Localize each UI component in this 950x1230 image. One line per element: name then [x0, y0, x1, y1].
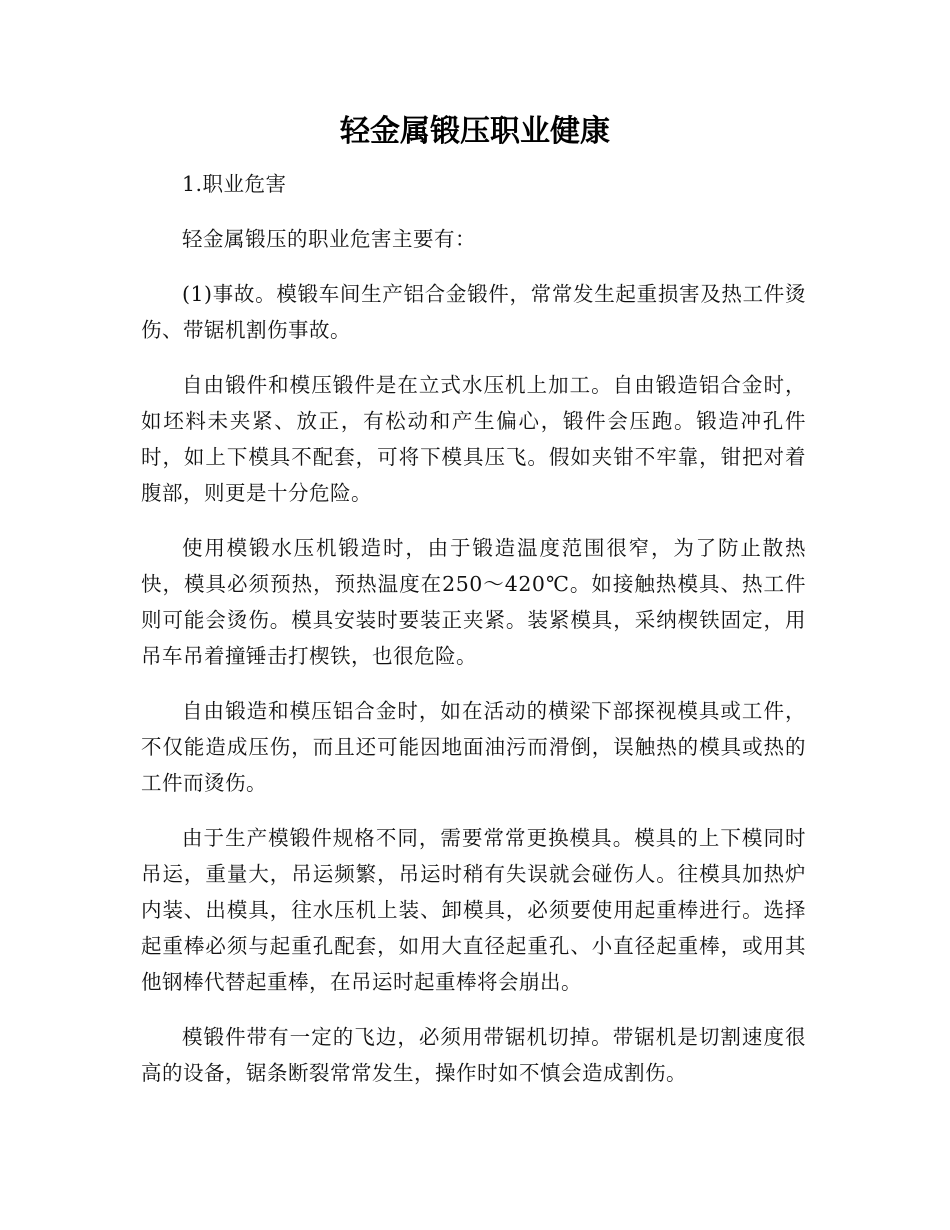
paragraph: 模锻件带有一定的飞边，必须用带锯机切掉。带锯机是切割速度很高的设备，锯条断裂常常发生，操作时如不慎会造成割伤。 [141, 1025, 806, 1085]
paragraph: 自由锻件和模压锻件是在立式水压机上加工。自由锻造铝合金时，如坯料未夹紧、放正，有松动和产生偏心，锻件会压跑。锻造冲孔件时，如上下模具不配套，可将下模具压飞。假如夹钳不牢靠，钳把对着腹部，则更是十分危险。 [141, 373, 806, 505]
paragraph: (1)事故。模锻车间生产铝合金锻件，常常发生起重损害及热工件烫伤、带锯机割伤事故。 [141, 282, 806, 342]
paragraph: 轻金属锻压的职业危害主要有： [182, 227, 476, 251]
document-title: 轻金属锻压职业健康 [340, 114, 610, 149]
paragraph: 自由锻造和模压铝合金时，如在活动的横梁下部探视模具或工件，不仅能造成压伤，而且还可能因地面油污而滑倒，误触热的模具或热的工件而烫伤。 [141, 699, 806, 795]
paragraph: 使用模锻水压机锻造时，由于锻造温度范围很窄，为了防止散热快，模具必须预热，预热温度在250～420℃。如接触热模具、热工件则可能会烫伤。模具安装时要装正夹紧。装紧模具，采纳楔铁固定，用吊车吊着撞锤击打楔铁，也很危险。 [141, 536, 806, 668]
document-body [141, 166, 806, 1110]
paragraph: 由于生产模锻件规格不同，需要常常更换模具。模具的上下模同时吊运，重量大，吊运频繁，吊运时稍有失误就会碰伤人。往模具加热炉内装、出模具，往水压机上装、卸模具，必须要使用起重棒进行。选择起重棒必须与起重孔配套，如用大直径起重孔、小直径起重棒，或用其他钢棒代替起重棒，在吊运时起重棒将会崩出。 [141, 826, 806, 994]
section-heading: 1.职业危害 [182, 172, 287, 196]
